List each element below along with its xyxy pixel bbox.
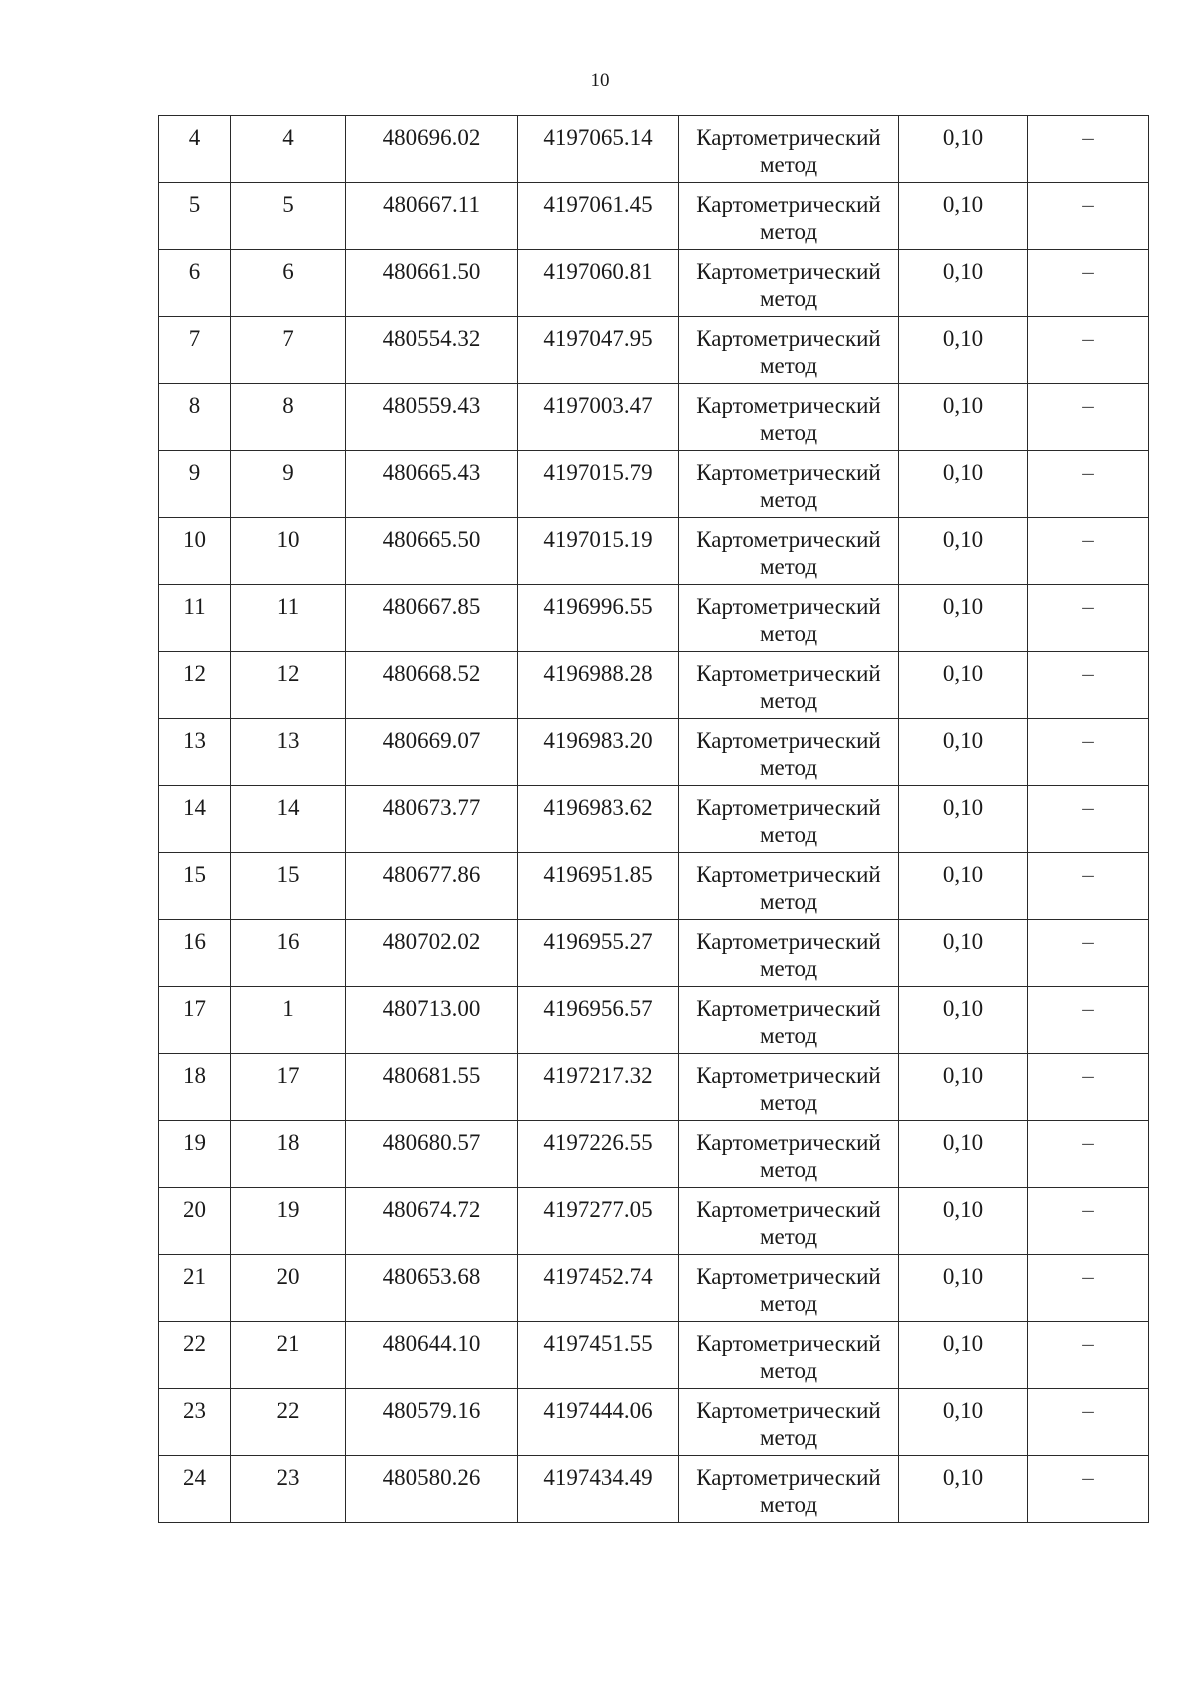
method-text-line2: метод xyxy=(759,822,818,847)
table-row xyxy=(159,317,1149,384)
method-text-line2: метод xyxy=(759,889,818,914)
y-coordinate-cell: 4197060.81 xyxy=(518,250,679,317)
row-number-cell: 21 xyxy=(159,1255,231,1322)
method-cell xyxy=(679,853,899,920)
point-number-cell: 12 xyxy=(231,652,346,719)
method-text-line2: метод xyxy=(759,420,818,445)
method-text-line2: метод xyxy=(759,1492,818,1517)
note-cell: – xyxy=(1028,1456,1149,1523)
note-cell: – xyxy=(1028,920,1149,987)
x-coordinate-cell: 480579.16 xyxy=(346,1389,518,1456)
table-row xyxy=(159,1456,1149,1523)
y-coordinate-cell: 4196956.57 xyxy=(518,987,679,1054)
note-cell: – xyxy=(1028,317,1149,384)
note-cell: – xyxy=(1028,250,1149,317)
method-text-line1: Картометрический xyxy=(696,1063,881,1088)
note-cell: – xyxy=(1028,1121,1149,1188)
accuracy-cell: 0,10 xyxy=(899,317,1028,384)
table-row xyxy=(159,920,1149,987)
y-coordinate-cell: 4196951.85 xyxy=(518,853,679,920)
accuracy-cell: 0,10 xyxy=(899,518,1028,585)
row-number-cell: 22 xyxy=(159,1322,231,1389)
accuracy-cell: 0,10 xyxy=(899,1255,1028,1322)
note-cell: – xyxy=(1028,1322,1149,1389)
accuracy-cell: 0,10 xyxy=(899,652,1028,719)
accuracy-cell: 0,10 xyxy=(899,719,1028,786)
table-row xyxy=(159,719,1149,786)
method-text-line2: метод xyxy=(759,1224,818,1249)
accuracy-cell: 0,10 xyxy=(899,250,1028,317)
row-number-cell: 5 xyxy=(159,183,231,250)
y-coordinate-cell: 4197217.32 xyxy=(518,1054,679,1121)
point-number-cell: 4 xyxy=(231,116,346,183)
point-number-cell: 5 xyxy=(231,183,346,250)
note-cell: – xyxy=(1028,451,1149,518)
x-coordinate-cell: 480653.68 xyxy=(346,1255,518,1322)
method-cell xyxy=(679,183,899,250)
method-text-line2: метод xyxy=(759,1291,818,1316)
point-number-cell: 16 xyxy=(231,920,346,987)
accuracy-cell: 0,10 xyxy=(899,1121,1028,1188)
method-text-line1: Картометрический xyxy=(696,594,881,619)
row-number-cell: 11 xyxy=(159,585,231,652)
table-row xyxy=(159,987,1149,1054)
table-row xyxy=(159,1054,1149,1121)
accuracy-cell: 0,10 xyxy=(899,116,1028,183)
method-text-line1: Картометрический xyxy=(696,1398,881,1423)
coordinates-table xyxy=(158,115,1149,1523)
note-cell: – xyxy=(1028,1054,1149,1121)
method-text-line2: метод xyxy=(759,487,818,512)
y-coordinate-cell: 4196955.27 xyxy=(518,920,679,987)
method-cell xyxy=(679,1389,899,1456)
method-text-line1: Картометрический xyxy=(696,996,881,1021)
accuracy-cell: 0,10 xyxy=(899,786,1028,853)
point-number-cell: 21 xyxy=(231,1322,346,1389)
accuracy-cell: 0,10 xyxy=(899,1322,1028,1389)
x-coordinate-cell: 480681.55 xyxy=(346,1054,518,1121)
method-cell xyxy=(679,518,899,585)
method-cell xyxy=(679,1188,899,1255)
x-coordinate-cell: 480673.77 xyxy=(346,786,518,853)
method-text-line1: Картометрический xyxy=(696,661,881,686)
method-cell xyxy=(679,652,899,719)
row-number-cell: 23 xyxy=(159,1389,231,1456)
row-number-cell: 13 xyxy=(159,719,231,786)
accuracy-cell: 0,10 xyxy=(899,1188,1028,1255)
point-number-cell: 8 xyxy=(231,384,346,451)
method-text-line1: Картометрический xyxy=(696,1465,881,1490)
x-coordinate-cell: 480667.11 xyxy=(346,183,518,250)
method-text-line1: Картометрический xyxy=(696,125,881,150)
accuracy-cell: 0,10 xyxy=(899,987,1028,1054)
method-cell xyxy=(679,987,899,1054)
y-coordinate-cell: 4197061.45 xyxy=(518,183,679,250)
x-coordinate-cell: 480680.57 xyxy=(346,1121,518,1188)
note-cell: – xyxy=(1028,987,1149,1054)
method-text-line2: метод xyxy=(759,152,818,177)
note-cell: – xyxy=(1028,719,1149,786)
accuracy-cell: 0,10 xyxy=(899,585,1028,652)
method-text-line2: метод xyxy=(759,286,818,311)
point-number-cell: 1 xyxy=(231,987,346,1054)
method-cell xyxy=(679,1322,899,1389)
method-cell xyxy=(679,317,899,384)
row-number-cell: 4 xyxy=(159,116,231,183)
y-coordinate-cell: 4196988.28 xyxy=(518,652,679,719)
note-cell: – xyxy=(1028,1389,1149,1456)
point-number-cell: 10 xyxy=(231,518,346,585)
table-row xyxy=(159,384,1149,451)
method-text-line1: Картометрический xyxy=(696,862,881,887)
y-coordinate-cell: 4196983.62 xyxy=(518,786,679,853)
table-row xyxy=(159,786,1149,853)
row-number-cell: 14 xyxy=(159,786,231,853)
y-coordinate-cell: 4197277.05 xyxy=(518,1188,679,1255)
note-cell: – xyxy=(1028,786,1149,853)
y-coordinate-cell: 4197452.74 xyxy=(518,1255,679,1322)
x-coordinate-cell: 480674.72 xyxy=(346,1188,518,1255)
method-cell xyxy=(679,1121,899,1188)
method-cell xyxy=(679,920,899,987)
method-cell xyxy=(679,116,899,183)
row-number-cell: 18 xyxy=(159,1054,231,1121)
x-coordinate-cell: 480644.10 xyxy=(346,1322,518,1389)
y-coordinate-cell: 4197444.06 xyxy=(518,1389,679,1456)
method-text-line1: Картометрический xyxy=(696,460,881,485)
x-coordinate-cell: 480677.86 xyxy=(346,853,518,920)
table-row xyxy=(159,183,1149,250)
method-text-line1: Картометрический xyxy=(696,929,881,954)
table-row xyxy=(159,1389,1149,1456)
table-row xyxy=(159,1322,1149,1389)
x-coordinate-cell: 480559.43 xyxy=(346,384,518,451)
table-row xyxy=(159,116,1149,183)
note-cell: – xyxy=(1028,518,1149,585)
method-cell xyxy=(679,585,899,652)
y-coordinate-cell: 4196996.55 xyxy=(518,585,679,652)
table-row xyxy=(159,1121,1149,1188)
row-number-cell: 9 xyxy=(159,451,231,518)
row-number-cell: 19 xyxy=(159,1121,231,1188)
method-cell xyxy=(679,384,899,451)
method-text-line2: метод xyxy=(759,554,818,579)
accuracy-cell: 0,10 xyxy=(899,183,1028,250)
x-coordinate-cell: 480665.50 xyxy=(346,518,518,585)
note-cell: – xyxy=(1028,1255,1149,1322)
note-cell: – xyxy=(1028,1188,1149,1255)
point-number-cell: 18 xyxy=(231,1121,346,1188)
method-text-line1: Картометрический xyxy=(696,728,881,753)
y-coordinate-cell: 4197003.47 xyxy=(518,384,679,451)
point-number-cell: 6 xyxy=(231,250,346,317)
y-coordinate-cell: 4197065.14 xyxy=(518,116,679,183)
method-cell xyxy=(679,786,899,853)
x-coordinate-cell: 480696.02 xyxy=(346,116,518,183)
method-text-line1: Картометрический xyxy=(696,326,881,351)
table-row xyxy=(159,652,1149,719)
row-number-cell: 17 xyxy=(159,987,231,1054)
point-number-cell: 7 xyxy=(231,317,346,384)
method-text-line1: Картометрический xyxy=(696,393,881,418)
method-text-line1: Картометрический xyxy=(696,259,881,284)
method-cell xyxy=(679,1255,899,1322)
row-number-cell: 6 xyxy=(159,250,231,317)
accuracy-cell: 0,10 xyxy=(899,1389,1028,1456)
point-number-cell: 22 xyxy=(231,1389,346,1456)
accuracy-cell: 0,10 xyxy=(899,853,1028,920)
row-number-cell: 20 xyxy=(159,1188,231,1255)
method-text-line2: метод xyxy=(759,1157,818,1182)
note-cell: – xyxy=(1028,853,1149,920)
x-coordinate-cell: 480554.32 xyxy=(346,317,518,384)
method-text-line2: метод xyxy=(759,1023,818,1048)
point-number-cell: 9 xyxy=(231,451,346,518)
method-text-line2: метод xyxy=(759,1358,818,1383)
method-text-line1: Картометрический xyxy=(696,1130,881,1155)
method-text-line2: метод xyxy=(759,956,818,981)
x-coordinate-cell: 480665.43 xyxy=(346,451,518,518)
method-cell xyxy=(679,250,899,317)
accuracy-cell: 0,10 xyxy=(899,384,1028,451)
method-text-line2: метод xyxy=(759,688,818,713)
y-coordinate-cell: 4196983.20 xyxy=(518,719,679,786)
method-text-line1: Картометрический xyxy=(696,192,881,217)
note-cell: – xyxy=(1028,116,1149,183)
row-number-cell: 8 xyxy=(159,384,231,451)
method-text-line2: метод xyxy=(759,1090,818,1115)
y-coordinate-cell: 4197015.79 xyxy=(518,451,679,518)
row-number-cell: 7 xyxy=(159,317,231,384)
method-text-line2: метод xyxy=(759,219,818,244)
y-coordinate-cell: 4197047.95 xyxy=(518,317,679,384)
x-coordinate-cell: 480702.02 xyxy=(346,920,518,987)
x-coordinate-cell: 480580.26 xyxy=(346,1456,518,1523)
x-coordinate-cell: 480667.85 xyxy=(346,585,518,652)
method-text-line1: Картометрический xyxy=(696,795,881,820)
table-row xyxy=(159,1188,1149,1255)
row-number-cell: 12 xyxy=(159,652,231,719)
table-row xyxy=(159,853,1149,920)
x-coordinate-cell: 480661.50 xyxy=(346,250,518,317)
method-text-line1: Картометрический xyxy=(696,1264,881,1289)
row-number-cell: 15 xyxy=(159,853,231,920)
method-text-line2: метод xyxy=(759,755,818,780)
point-number-cell: 23 xyxy=(231,1456,346,1523)
accuracy-cell: 0,10 xyxy=(899,1456,1028,1523)
table-row xyxy=(159,585,1149,652)
method-text-line1: Картометрический xyxy=(696,1331,881,1356)
method-text-line2: метод xyxy=(759,353,818,378)
accuracy-cell: 0,10 xyxy=(899,920,1028,987)
note-cell: – xyxy=(1028,183,1149,250)
accuracy-cell: 0,10 xyxy=(899,451,1028,518)
accuracy-cell: 0,10 xyxy=(899,1054,1028,1121)
coordinates-table-body xyxy=(159,116,1149,1523)
point-number-cell: 11 xyxy=(231,585,346,652)
note-cell: – xyxy=(1028,652,1149,719)
table-row xyxy=(159,518,1149,585)
method-text-line1: Картометрический xyxy=(696,1197,881,1222)
point-number-cell: 17 xyxy=(231,1054,346,1121)
point-number-cell: 19 xyxy=(231,1188,346,1255)
table-row xyxy=(159,250,1149,317)
x-coordinate-cell: 480713.00 xyxy=(346,987,518,1054)
method-text-line1: Картометрический xyxy=(696,527,881,552)
note-cell: – xyxy=(1028,585,1149,652)
page-number: 10 xyxy=(590,70,610,91)
row-number-cell: 10 xyxy=(159,518,231,585)
table-row xyxy=(159,1255,1149,1322)
point-number-cell: 14 xyxy=(231,786,346,853)
point-number-cell: 15 xyxy=(231,853,346,920)
x-coordinate-cell: 480668.52 xyxy=(346,652,518,719)
method-text-line2: метод xyxy=(759,621,818,646)
table-row xyxy=(159,451,1149,518)
x-coordinate-cell: 480669.07 xyxy=(346,719,518,786)
method-cell xyxy=(679,719,899,786)
point-number-cell: 13 xyxy=(231,719,346,786)
point-number-cell: 20 xyxy=(231,1255,346,1322)
y-coordinate-cell: 4197434.49 xyxy=(518,1456,679,1523)
method-cell xyxy=(679,1054,899,1121)
y-coordinate-cell: 4197451.55 xyxy=(518,1322,679,1389)
row-number-cell: 16 xyxy=(159,920,231,987)
note-cell: – xyxy=(1028,384,1149,451)
row-number-cell: 24 xyxy=(159,1456,231,1523)
y-coordinate-cell: 4197226.55 xyxy=(518,1121,679,1188)
method-cell xyxy=(679,1456,899,1523)
method-text-line2: метод xyxy=(759,1425,818,1450)
y-coordinate-cell: 4197015.19 xyxy=(518,518,679,585)
method-cell xyxy=(679,451,899,518)
